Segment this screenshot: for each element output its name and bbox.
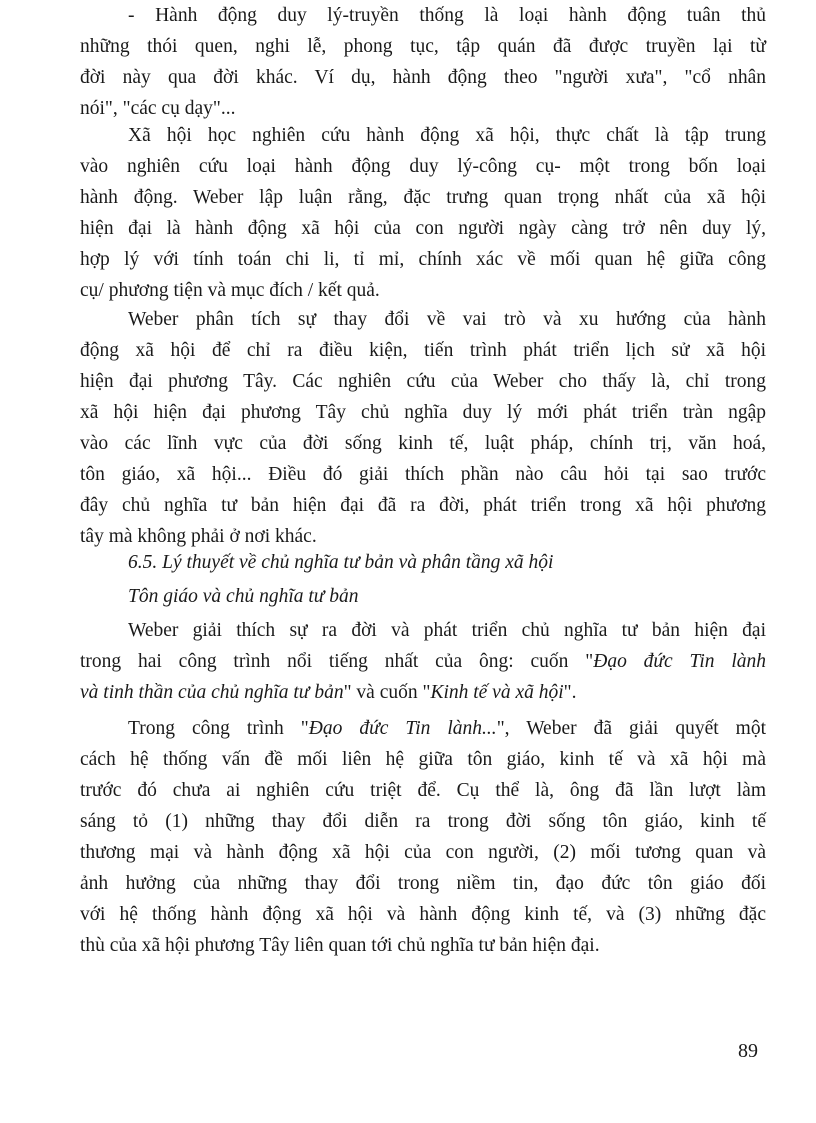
text-line: - Hành động duy lý-truyền thống là loại hành động tuân thủ bbox=[128, 5, 766, 26]
text-line: xã hội hiện đại phương Tây chủ nghĩa duy lý mới phát triển tràn ngập bbox=[80, 402, 766, 423]
subheading bbox=[80, 581, 766, 612]
text-line: cách hệ thống vấn đề mối liên hệ giữa tôn giáo, kinh tế và xã hội mà bbox=[80, 749, 766, 770]
text-line: vào các lĩnh vực của đời sống kinh tế, luật pháp, chính trị, văn hoá, bbox=[80, 433, 766, 454]
text-line: cụ/ phương tiện và mục đích / kết quả. bbox=[80, 280, 380, 301]
text-line bbox=[80, 677, 766, 708]
text-line: động xã hội để chỉ ra điều kiện, tiến trình phát triển lịch sử xã hội bbox=[80, 340, 766, 361]
section-heading bbox=[80, 547, 766, 578]
paragraph-4 bbox=[80, 615, 766, 708]
text-line: Weber phân tích sự thay đổi về vai trò và xu hướng của hành bbox=[128, 309, 766, 330]
text-line: sáng tỏ (1) những thay đổi diễn ra trong đời sống tôn giáo, kinh tế bbox=[80, 811, 766, 832]
text-line bbox=[80, 646, 766, 677]
text-line: đời này qua đời khác. Ví dụ, hành động theo "người xưa", "cổ nhân bbox=[80, 67, 766, 88]
section-heading-text: 6.5. Lý thuyết về chủ nghĩa tư bản và phân tầng xã hội bbox=[128, 552, 554, 573]
text-segment: ". bbox=[563, 682, 577, 703]
book-title: Kinh tế và xã hội bbox=[430, 682, 564, 703]
text-line: tôn giáo, xã hội... Điều đó giải thích phần nào câu hỏi tại sao trước bbox=[80, 464, 766, 485]
text-line: vào nghiên cứu loại hành động duy lý-công cụ- một trong bốn loại bbox=[80, 156, 766, 177]
text-line: thù của xã hội phương Tây liên quan tới chủ nghĩa tư bản hiện đại. bbox=[80, 935, 600, 956]
text-line: hợp lý với tính toán chi li, tỉ mỉ, chính xác về mối quan hệ giữa công bbox=[80, 249, 766, 270]
page-number: 89 bbox=[738, 1040, 758, 1062]
text-line: trước đó chưa ai nghiên cứu triệt để. Cụ thể là, ông đã lần lượt làm bbox=[80, 780, 766, 801]
text-line: những thói quen, nghi lễ, phong tục, tập quán đã được truyền lại từ bbox=[80, 36, 766, 57]
text-line: hành động. Weber lập luận rằng, đặc trưng quan trọng nhất của xã hội bbox=[80, 187, 766, 208]
text-segment: trong hai công trình nổi tiếng nhất của ông: cuốn " bbox=[80, 651, 594, 672]
text-line: ảnh hưởng của những thay đổi trong niềm tin, đạo đức tôn giáo đối bbox=[80, 873, 766, 894]
text-segment: ", Weber đã giải quyết một bbox=[496, 718, 766, 739]
text-line: Xã hội học nghiên cứu hành động xã hội, thực chất là tập trung bbox=[128, 125, 766, 146]
text-line: nói", "các cụ dạy"... bbox=[80, 98, 236, 119]
subheading-text: Tôn giáo và chủ nghĩa tư bản bbox=[128, 586, 359, 607]
paragraph-3 bbox=[80, 304, 766, 552]
text-line: tây mà không phải ở nơi khác. bbox=[80, 526, 317, 547]
text-line: thương mại và hành động xã hội của con người, (2) mối tương quan và bbox=[80, 842, 766, 863]
book-title: Đạo đức Tin lành bbox=[593, 651, 766, 672]
text-line: hiện đại là hành động xã hội của con người ngày càng trở nên duy lý, bbox=[80, 218, 766, 239]
paragraph-1 bbox=[80, 0, 766, 124]
text-line: Weber giải thích sự ra đời và phát triển chủ nghĩa tư bản hiện đại bbox=[128, 620, 766, 641]
text-line bbox=[80, 713, 766, 744]
book-title: và tinh thần của chủ nghĩa tư bản bbox=[80, 682, 344, 703]
paragraph-2 bbox=[80, 120, 766, 306]
text-line: đây chủ nghĩa tư bản hiện đại đã ra đời, phát triển trong xã hội phương bbox=[80, 495, 766, 516]
text-line: với hệ thống hành động xã hội và hành động kinh tế, và (3) những đặc bbox=[80, 904, 766, 925]
text-segment: Trong công trình " bbox=[128, 718, 309, 739]
text-line: hiện đại phương Tây. Các nghiên cứu của Weber cho thấy là, chỉ trong bbox=[80, 371, 766, 392]
text-segment: " và cuốn " bbox=[343, 682, 431, 703]
paragraph-5 bbox=[80, 713, 766, 961]
book-title: Đạo đức Tin lành... bbox=[308, 718, 497, 739]
